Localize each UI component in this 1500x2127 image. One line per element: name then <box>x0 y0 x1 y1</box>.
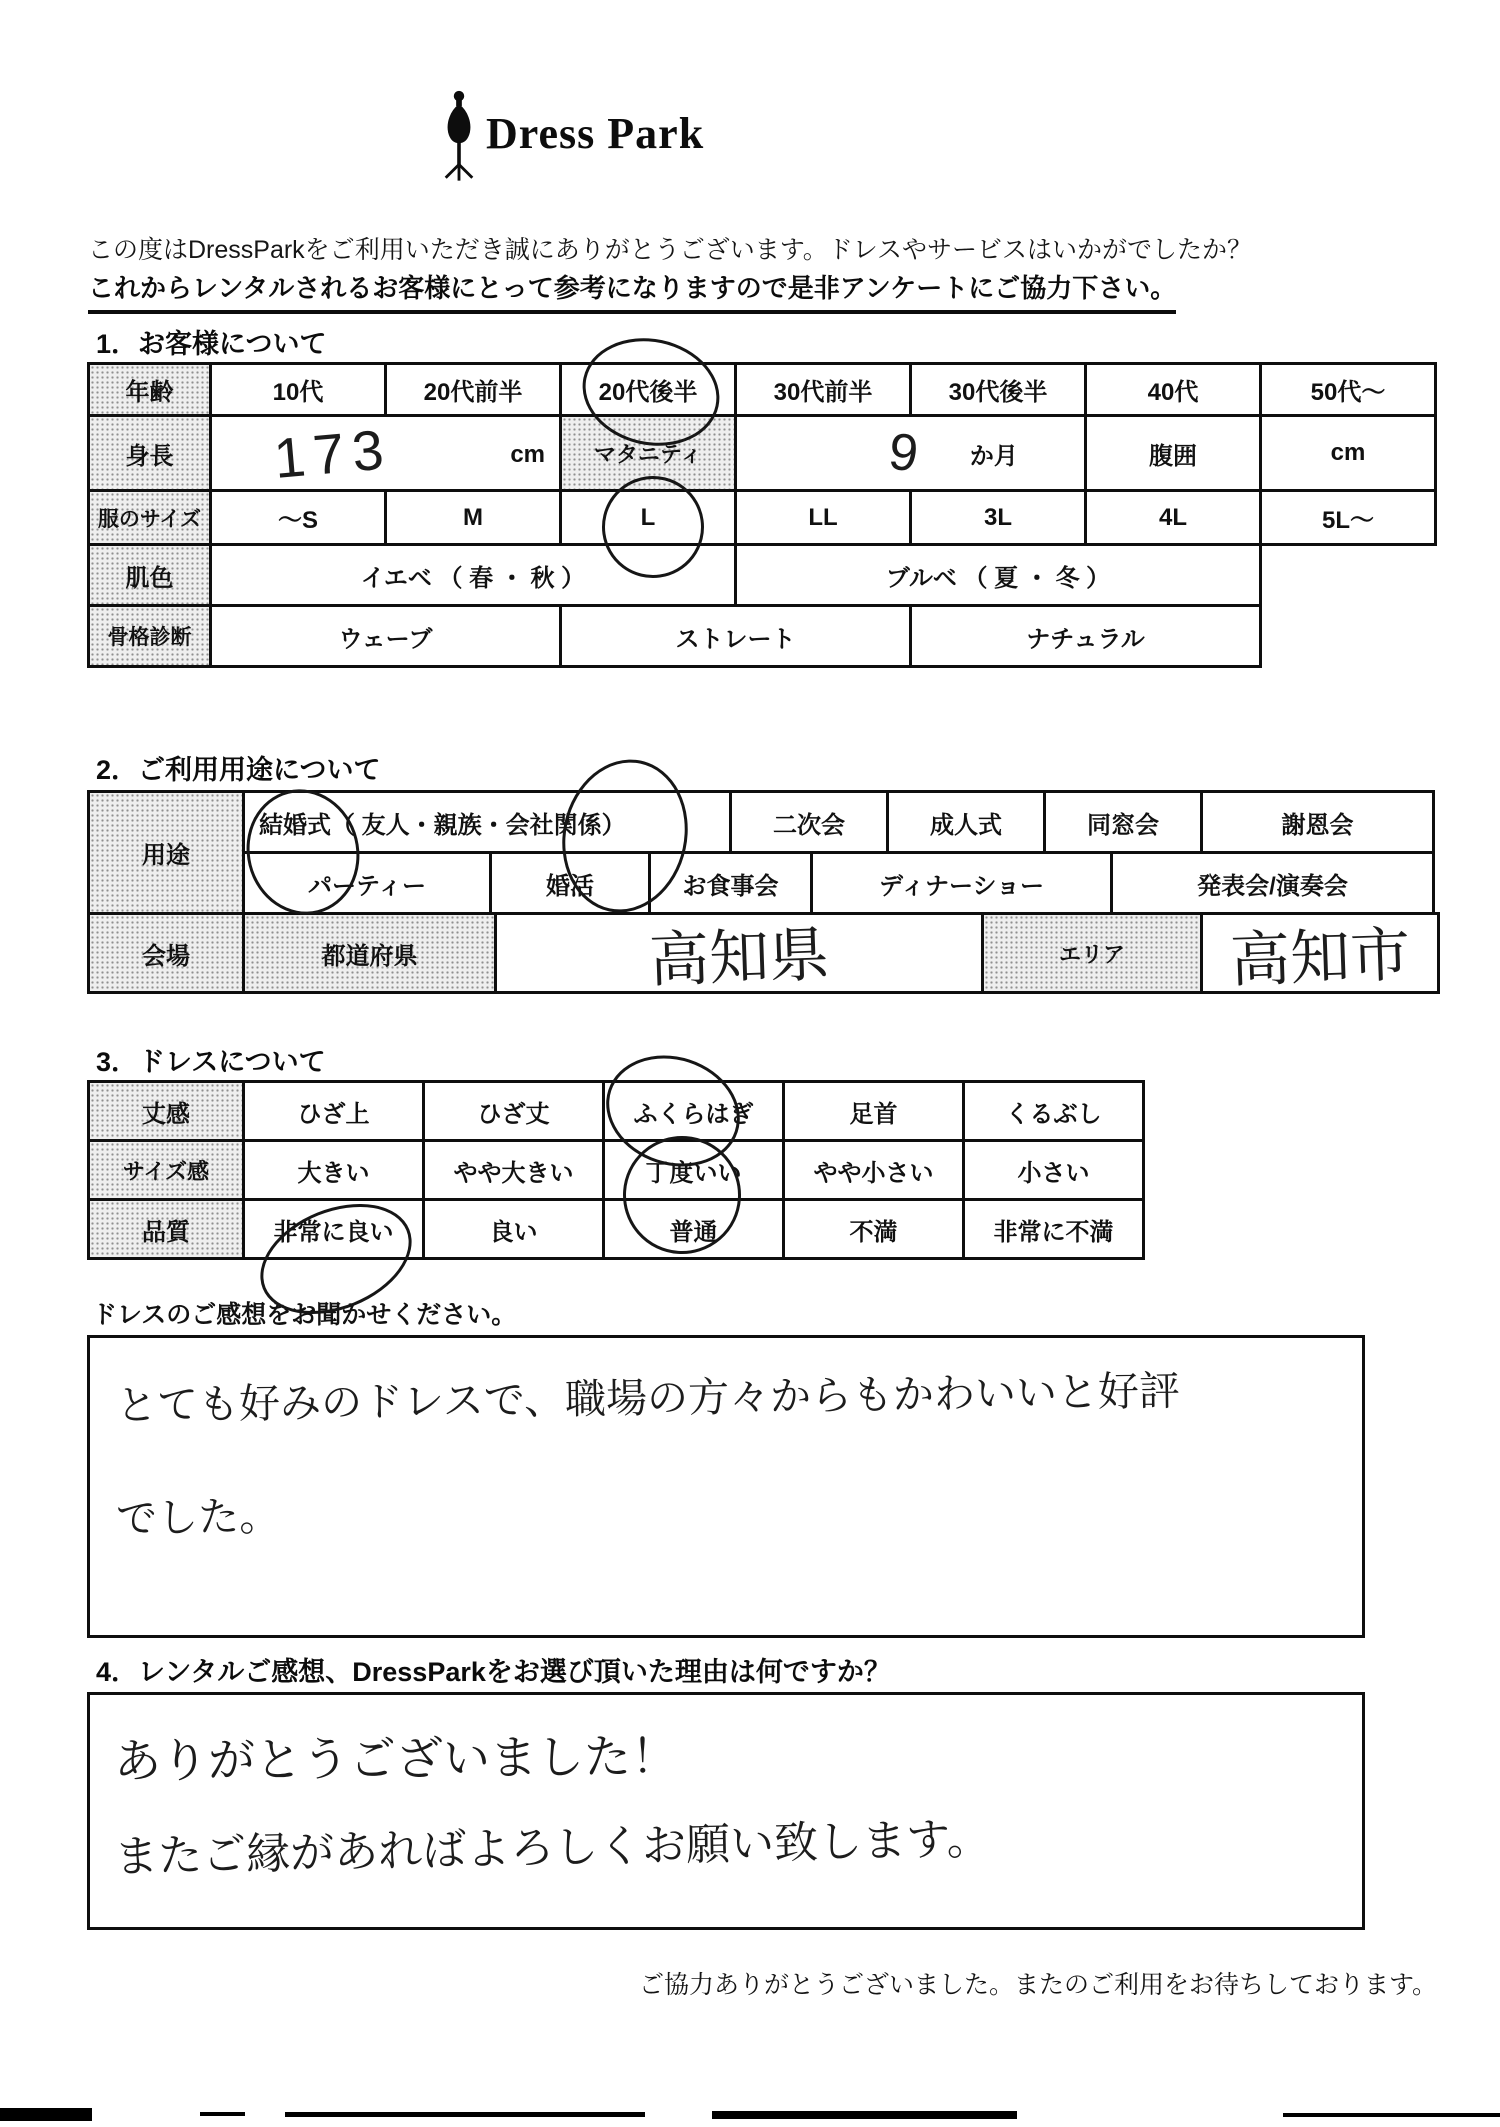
dress-form-icon <box>440 90 478 182</box>
length-option-label: ふくらはぎ <box>633 1100 754 1128</box>
height-value-cell <box>209 414 562 492</box>
skin-row-label: 肌色 <box>87 543 212 607</box>
purpose-option: ディナーショー <box>810 851 1113 915</box>
age-row-label: 年齢 <box>87 362 212 417</box>
scan-artifact-line <box>200 2112 245 2116</box>
quality-row <box>87 1198 1145 1260</box>
fit-option-selected <box>602 1139 785 1201</box>
purpose-row-label: 用途 <box>87 790 245 915</box>
frame-diagnosis-row <box>87 604 1437 668</box>
size-option: 5L～ <box>1259 489 1437 546</box>
usage-purpose-table <box>87 790 1440 994</box>
prefecture-handwritten-value: 高知県 <box>648 920 831 995</box>
intro-emphasis-text: これからレンタルされるお客様にとって参考になりますので是非アンケートにご協力下さい。 <box>88 268 1176 314</box>
length-row-label: 丈感 <box>87 1080 245 1142</box>
frame-option: ストレート <box>559 604 912 668</box>
girth-unit: cm <box>1259 414 1437 492</box>
area-value-cell <box>1200 912 1440 994</box>
purpose-row-1 <box>242 790 1435 854</box>
fit-row-label: サイズ感 <box>87 1139 245 1201</box>
purpose-option: 婚活 <box>489 851 651 915</box>
dress-feedback-table <box>87 1080 1145 1260</box>
height-unit: cm <box>510 441 545 468</box>
maternity-handwritten-value: 9 <box>885 422 922 484</box>
age-option: 30代前半 <box>734 362 912 417</box>
skin-option: ブルベ （ 夏 ・ 冬 ） <box>734 543 1262 607</box>
venue-row <box>87 912 1440 994</box>
purpose-option: 同窓会 <box>1043 790 1203 854</box>
venue-row-label: 会場 <box>87 912 245 994</box>
quality-option-selected <box>242 1198 425 1260</box>
prefecture-value-cell <box>494 912 984 994</box>
dress-comment-line2: でした。 <box>115 1492 281 1542</box>
height-handwritten-value: 173 <box>271 416 394 490</box>
height-row-label: 身長 <box>87 414 212 492</box>
length-option: ひざ丈 <box>422 1080 605 1142</box>
quality-row-label: 品質 <box>87 1198 245 1260</box>
length-option: くるぶし <box>962 1080 1145 1142</box>
quality-option: 非常に不満 <box>962 1198 1145 1260</box>
maternity-unit: か月 <box>969 442 1018 470</box>
dress-comment-prompt: ドレスのご感想をお聞かせください。 <box>92 1301 517 1329</box>
footer-thanks-text: ご協力ありがとうございました。またのご利用をお待ちしております。 <box>638 1971 1437 1999</box>
customer-info-table <box>87 362 1437 668</box>
purpose-option-wedding <box>242 790 732 854</box>
area-label: エリア <box>981 912 1203 994</box>
skin-tone-row <box>87 543 1437 607</box>
size-option-selected <box>559 489 737 546</box>
purpose-option: 謝恩会 <box>1200 790 1435 854</box>
clothing-size-row <box>87 489 1437 546</box>
section3-heading: 3．ドレスについて <box>96 1047 326 1077</box>
wedding-label: 結婚式 <box>259 811 331 839</box>
wedding-paren-close: ） <box>601 811 626 839</box>
age-option-label: 20代後半 <box>598 379 698 406</box>
scan-artifact-line <box>0 2108 92 2121</box>
purpose-option: 二次会 <box>729 790 889 854</box>
wedding-paren-open: （ 友人・親族・ <box>331 811 506 839</box>
age-option: 40代 <box>1084 362 1262 417</box>
fit-option: 大きい <box>242 1139 425 1201</box>
maternity-label: マタニティ <box>559 414 737 492</box>
skin-option: イエベ （ 春 ・ 秋 ） <box>209 543 737 607</box>
height-row <box>87 414 1437 492</box>
size-option: 3L <box>909 489 1087 546</box>
length-option: ひざ上 <box>242 1080 425 1142</box>
scan-artifact-line <box>712 2111 1017 2119</box>
length-option-selected <box>602 1080 785 1142</box>
rental-comment-line1: ありがとうございました！ <box>113 1729 679 1788</box>
girth-label: 腹囲 <box>1084 414 1262 492</box>
age-option: 20代前半 <box>384 362 562 417</box>
quality-option: 不満 <box>782 1198 965 1260</box>
size-row-label: 服のサイズ <box>87 489 212 546</box>
dress-comment-line1: とても好みのドレスで、職場の方々からもかわいいと好評 <box>115 1367 1181 1429</box>
size-option: 4L <box>1084 489 1262 546</box>
purpose-option: パーティー <box>242 851 492 915</box>
dress-comment-box <box>87 1335 1365 1638</box>
quality-option: 普通 <box>602 1198 785 1260</box>
fit-option: やや大きい <box>422 1139 605 1201</box>
length-row <box>87 1080 1145 1142</box>
company-relation-label: 会社関係 <box>505 811 602 839</box>
frame-option: ウェーブ <box>209 604 562 668</box>
maternity-value-cell <box>734 414 1087 492</box>
prefecture-label: 都道府県 <box>242 912 497 994</box>
age-option: 30代後半 <box>909 362 1087 417</box>
logo <box>440 90 704 182</box>
size-option-label: L <box>640 503 656 531</box>
quality-option: 良い <box>422 1198 605 1260</box>
fit-row <box>87 1139 1145 1201</box>
area-handwritten-value: 高知市 <box>1229 920 1412 995</box>
intro-text: この度はDressParkをご利用いただき誠にありがとうございます。ドレスやサービスはいかがでしたか？ <box>88 236 1252 264</box>
fit-option-label: 丁度いい <box>645 1159 742 1187</box>
age-row <box>87 362 1437 417</box>
frame-option: ナチュラル <box>909 604 1262 668</box>
frame-row-label: 骨格診断 <box>87 604 212 668</box>
fit-option: やや小さい <box>782 1139 965 1201</box>
scan-artifact-line <box>1283 2113 1500 2117</box>
rental-comment-line2: またご縁があればよろしくお願い致します。 <box>113 1814 992 1882</box>
section1-heading: 1．お客様について <box>96 329 327 359</box>
age-option: 10代 <box>209 362 387 417</box>
age-option-selected <box>559 362 737 417</box>
purpose-option: 発表会/演奏会 <box>1110 851 1435 915</box>
size-option: M <box>384 489 562 546</box>
scan-artifact-line <box>285 2112 645 2117</box>
logo-text: Dress Park <box>486 109 705 158</box>
age-option: 50代～ <box>1259 362 1437 417</box>
purpose-row-2 <box>242 851 1435 915</box>
length-option: 足首 <box>782 1080 965 1142</box>
purpose-option: お食事会 <box>648 851 813 915</box>
section2-heading: 2．ご利用用途について <box>96 755 381 785</box>
fit-option: 小さい <box>962 1139 1145 1201</box>
rental-comment-box <box>87 1692 1365 1930</box>
quality-option-label: 非常に良い <box>273 1218 394 1246</box>
size-option: LL <box>734 489 912 546</box>
section4-heading: 4．レンタルご感想、DressParkをお選び頂いた理由は何ですか？ <box>96 1657 891 1687</box>
purpose-option: 成人式 <box>886 790 1046 854</box>
size-option: ～S <box>209 489 387 546</box>
